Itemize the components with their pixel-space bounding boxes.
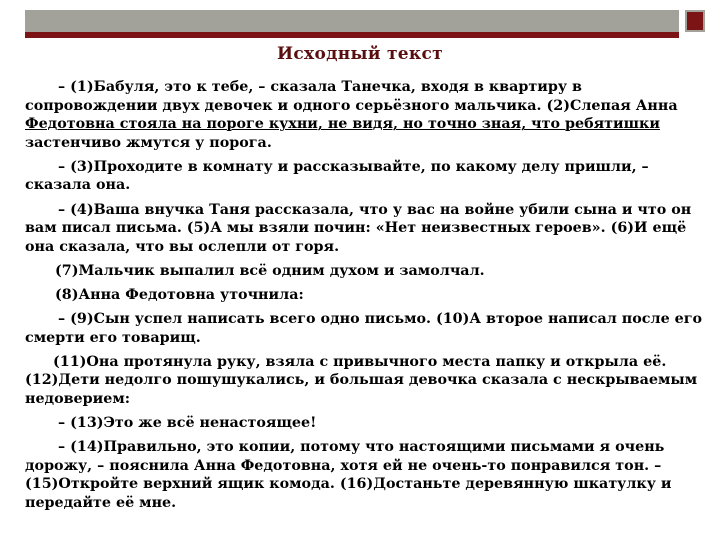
header-gray-bar bbox=[25, 10, 679, 32]
slide-title: Исходный текст bbox=[277, 44, 443, 64]
paragraph-1 bbox=[25, 78, 710, 152]
paragraph-6: – (9)Сын успел написать всего одно письмо. (10)А второе написал после его смерти его товарищ. bbox=[25, 311, 703, 346]
paragraph-2: – (3)Проходите в комнату и рассказывайте, по какому делу пришли, – сказала она. bbox=[25, 158, 649, 194]
header-red-bar bbox=[25, 32, 679, 38]
paragraph-7: (11)Она протянула руку, взяла с привычного места папку и открыла её. (12)Дети недолго пошушукались, и большая девочка сказала с нескрываемым недоверием: bbox=[25, 353, 698, 407]
header-corner-square bbox=[685, 10, 705, 32]
paragraph-3: – (4)Ваша внучка Таня рассказала, что у вас на войне убили сына и что он вам писал письма. (5)А мы взяли почин: «Нет неизвестных героев». (6)И ещё она сказала, что вы ослепли от горя. bbox=[25, 201, 692, 255]
source-text bbox=[25, 78, 710, 518]
paragraph-9: – (14)Правильно, это копии, потому что настоящими письмами я очень дорожу, – пояснила Анна Федотовна, хотя ей не очень-то понравился тон. – (15)Откройте верхний ящик комода. (16)Достаньте деревянную шкатулку и передайте её мне. bbox=[25, 439, 672, 511]
paragraph-8: – (13)Это же всё ненастоящее! bbox=[58, 415, 317, 431]
paragraph-1-end: застенчиво жмутся у порога. bbox=[25, 134, 272, 151]
paragraph-4: (7)Мальчик выпалил всё одним духом и замолчал. bbox=[55, 262, 485, 279]
paragraph-1-start: – (1)Бабуля, это к тебе, – сказала Танечка, входя в квартиру в сопровождении двух девочек и одного серьёзного мальчика. (2)Слепая Анна bbox=[25, 79, 678, 114]
paragraph-5: (8)Анна Федотовна уточнила: bbox=[55, 286, 304, 303]
paragraph-1-underlined: Федотовна стояла на пороге кухни, не видя, но точно зная, что ребятишки bbox=[25, 116, 660, 133]
